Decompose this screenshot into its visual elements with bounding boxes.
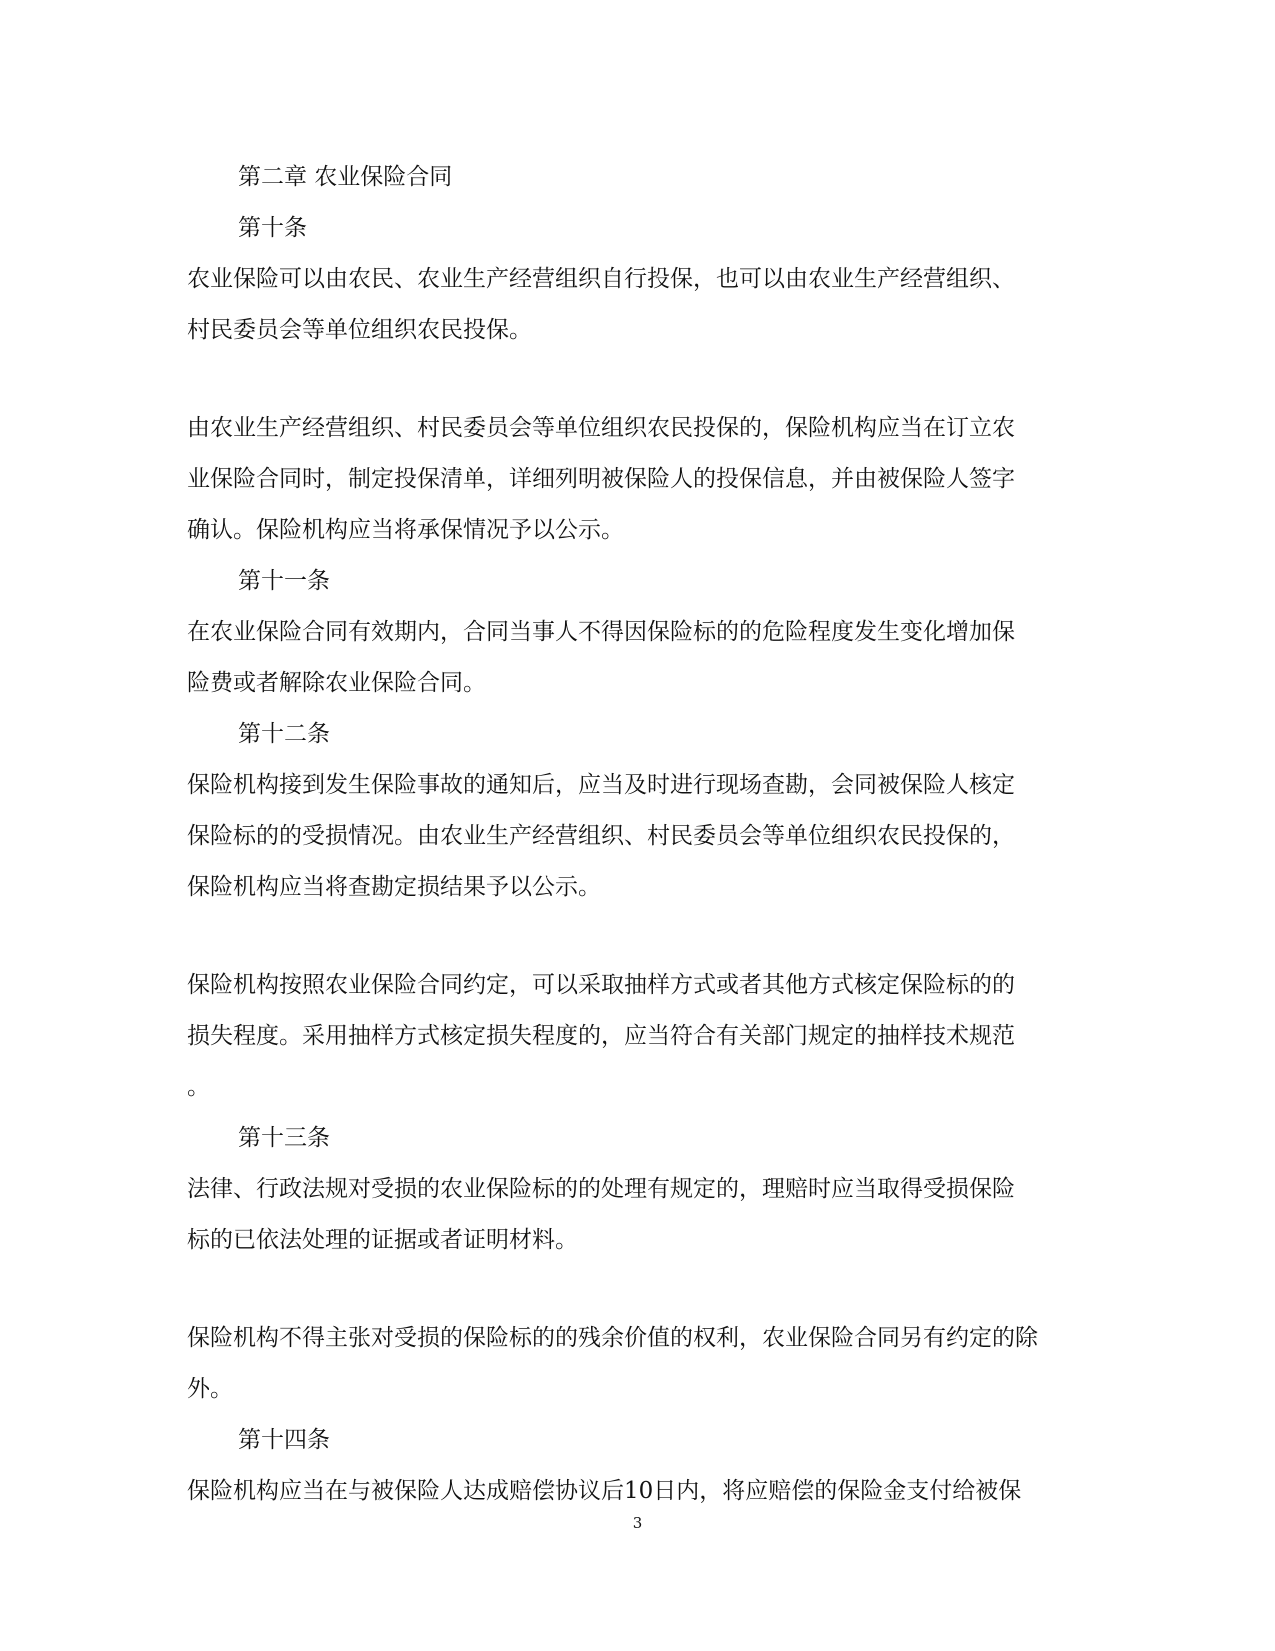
text-line: 保险机构不得主张对受损的保险标的的残余价值的权利，农业保险合同另有约定的除 — [187, 1325, 1038, 1351]
paragraph — [187, 607, 1087, 709]
text-line: 业保险合同时，制定投保清单，详细列明被保险人的投保信息，并由被保险人签字 — [187, 466, 1015, 492]
text-line: 农业保险可以由农民、农业生产经营组织自行投保，也可以由农业生产经营组织、 — [187, 266, 1015, 292]
text-line: 外。 — [187, 1376, 233, 1402]
paragraph — [187, 1313, 1087, 1415]
text-line: 法律、行政法规对受损的农业保险标的的处理有规定的，理赔时应当取得受损保险 — [187, 1176, 1015, 1202]
paragraph — [187, 1164, 1087, 1266]
paragraph — [187, 960, 1087, 1113]
text-line: 标的已依法处理的证据或者证明材料。 — [187, 1227, 578, 1253]
article-heading: 第十二条 — [238, 721, 330, 747]
text-line: 保险机构接到发生保险事故的通知后，应当及时进行现场查勘，会同被保险人核定 — [187, 772, 1015, 798]
text-line: 险费或者解除农业保险合同。 — [187, 670, 486, 696]
article-heading: 第十三条 — [238, 1125, 330, 1151]
text-line: 保险机构应当将查勘定损结果予以公示。 — [187, 874, 601, 900]
text-line: 保险机构按照农业保险合同约定，可以采取抽样方式或者其他方式核定保险标的的 — [187, 972, 1015, 998]
text-line: 村民委员会等单位组织农民投保。 — [187, 317, 532, 343]
paragraph-gap — [187, 913, 1087, 960]
page-number: 3 — [632, 1514, 643, 1532]
paragraph — [187, 1466, 1087, 1517]
text-line: 在农业保险合同有效期内，合同当事人不得因保险标的的危险程度发生变化增加保 — [187, 619, 1015, 645]
article-heading: 第十条 — [238, 215, 307, 241]
paragraph-gap — [187, 1266, 1087, 1313]
paragraph — [187, 403, 1087, 556]
chapter-heading: 第二章 农业保险合同 — [238, 164, 453, 190]
article-heading: 第十四条 — [238, 1427, 330, 1453]
text-line: 确认。保险机构应当将承保情况予以公示。 — [187, 517, 624, 543]
paragraph — [187, 760, 1087, 913]
article-heading: 第十一条 — [238, 568, 330, 594]
text-line: 损失程度。采用抽样方式核定损失程度的，应当符合有关部门规定的抽样技术规范 — [187, 1023, 1015, 1049]
text-line: 保险机构应当在与被保险人达成赔偿协议后10日内，将应赔偿的保险金支付给被保 — [187, 1478, 1022, 1504]
text-line: 。 — [187, 1074, 210, 1100]
paragraph-gap — [187, 356, 1087, 403]
text-line: 保险标的的受损情况。由农业生产经营组织、村民委员会等单位组织农民投保的， — [187, 823, 1015, 849]
paragraph — [187, 254, 1087, 356]
text-line: 由农业生产经营组织、村民委员会等单位组织农民投保的，保险机构应当在订立农 — [187, 415, 1015, 441]
page-content — [187, 152, 1087, 1517]
